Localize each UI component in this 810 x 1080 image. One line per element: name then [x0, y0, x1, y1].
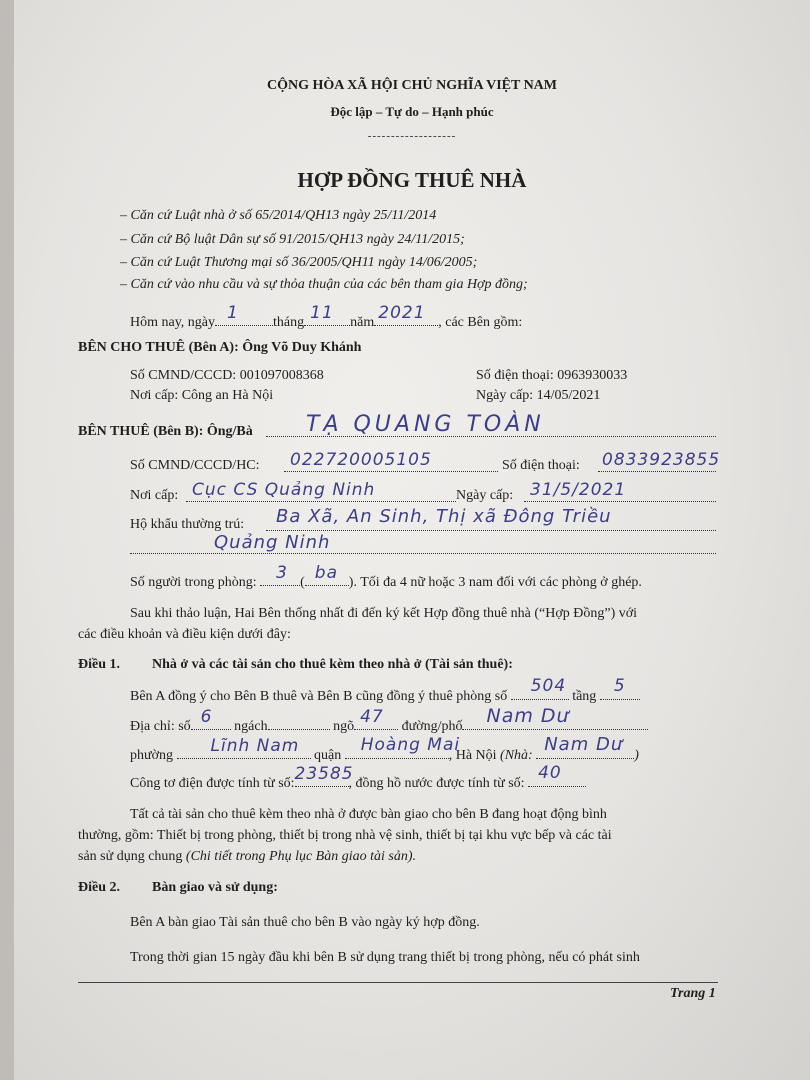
district-field: [345, 735, 461, 759]
alley-label: ngách: [234, 719, 268, 734]
party-b-residence-line-2: [130, 553, 716, 554]
article-2-number: Điều 2.: [78, 880, 120, 895]
party-b-date-label: Ngày cấp:: [456, 488, 514, 503]
year-label: năm: [350, 315, 375, 330]
street-name: Nam Dư: [486, 705, 570, 727]
party-b-residence-value-1: Ba Xã, An Sinh, Thị xã Đông Triều: [276, 506, 612, 527]
party-b-issued-value: Cục CS Quảng Ninh: [192, 480, 376, 500]
footer-divider: [78, 982, 718, 983]
party-b-residence-line-1: [266, 530, 716, 531]
floor-number: 5: [613, 676, 626, 696]
party-b-issued-label: Nơi cấp:: [130, 488, 179, 503]
contract-page: [14, 0, 810, 1080]
alley-field: [268, 715, 330, 730]
party-a-heading: BÊN CHO THUÊ (Bên A): Ông Võ Duy Khánh: [78, 340, 362, 355]
address-label: Địa chỉ: số: [130, 719, 191, 734]
party-b-residence-label: Hộ khẩu thường trú:: [130, 517, 245, 532]
assets-line-2: thường, gồm: Thiết bị trong phòng, thiết bị trong nhà vệ sinh, thiết bị tại khu vực bếp và các tài: [78, 828, 612, 843]
room-field: [511, 676, 569, 700]
electric-meter-field: [294, 764, 354, 787]
month-value: 11: [310, 303, 334, 323]
house-number: 6: [200, 707, 213, 727]
party-a-issued-place: Nơi cấp: Công an Hà Nội: [130, 388, 274, 403]
occupants-words-field: [305, 563, 349, 586]
page-number: Trang 1: [670, 986, 716, 1001]
electric-meter-label: Công tơ điện được tính từ số:: [130, 776, 295, 791]
month-label: tháng: [273, 315, 305, 330]
room-agreement-line: [130, 676, 640, 705]
article-2-paragraph-2: Trong thời gian 15 ngày đầu khi bên B sử dụng trang thiết bị trong phòng, nếu có phát sinh: [130, 950, 640, 965]
party-b-issued-line: [186, 501, 456, 502]
article-1-number: Điều 1.: [78, 657, 120, 672]
water-meter-value: 40: [538, 763, 562, 783]
month-field: [304, 303, 350, 326]
assets-appendix-note: (Chi tiết trong Phụ lục Bàn giao tài sản).: [185, 849, 416, 864]
legal-basis-item: – Căn cứ vào nhu cầu và sự thỏa thuận của các bên tham gia Hợp đồng;: [120, 277, 528, 292]
day-value: 1: [227, 303, 239, 323]
floor-field: [600, 676, 640, 700]
ward-field: [177, 736, 311, 759]
date-suffix: , các Bên gồm:: [438, 315, 523, 330]
party-b-heading: BÊN THUÊ (Bên B): Ông/Bà: [78, 424, 253, 439]
water-meter-label: , đồng hồ nước được tính từ số:: [348, 776, 525, 791]
motto-divider: -------------------: [367, 130, 457, 142]
electric-meter-value: 23585: [294, 764, 354, 784]
ward-label: phường: [130, 748, 173, 763]
agree-text: Bên A đồng ý cho Bên B thuê và Bên B cũng đồng ý thuê phòng số: [130, 689, 508, 704]
district-name: Hoàng Mai: [360, 735, 461, 755]
article-2-paragraph-1: Bên A bàn giao Tài sản thuê cho bên B vào ngày ký hợp đồng.: [130, 915, 480, 930]
occupants-count-field: [260, 563, 300, 586]
article-1-title: Nhà ở và các tài sản cho thuê kèm theo nhà ở (Tài sản thuê):: [152, 657, 513, 672]
occupants-count: 3: [276, 563, 288, 583]
house-label: (Nhà:: [500, 748, 533, 763]
country-name: CỘNG HÒA XÃ HỘI CHỦ NGHĨA VIỆT NAM: [266, 78, 557, 93]
party-b-name: TẠ QUANG TOÀN: [306, 412, 545, 437]
intro-paragraph-line-1: Sau khi thảo luận, Hai Bên thống nhất đi đến ký kết Hợp đồng thuê nhà (“Hợp Đồng”) với: [130, 606, 638, 621]
year-value: 2021: [378, 303, 426, 323]
date-prefix: Hôm nay, ngày: [130, 315, 216, 330]
house-number-field: [191, 707, 231, 730]
occupants-label: Số người trong phòng:: [130, 575, 257, 590]
intro-paragraph-line-2: các điều khoản và điều kiện dưới đây:: [78, 627, 291, 642]
ward-district-line: [130, 734, 639, 764]
legal-basis-item: – Căn cứ Luật nhà ở số 65/2014/QH13 ngày 25/11/2014: [120, 208, 437, 223]
national-motto: Độc lập – Tự do – Hạnh phúc: [330, 104, 494, 119]
legal-basis-item: – Căn cứ Luật Thương mại số 36/2005/QH11 ngày 14/06/2005;: [120, 255, 478, 270]
party-a-id: Số CMND/CCCD: 001097008368: [130, 368, 324, 383]
assets-line-3-text: sản sử dụng chung: [78, 849, 186, 864]
address-line: [130, 705, 648, 735]
lane-number: 47: [360, 707, 384, 727]
contract-date-line: [130, 303, 523, 331]
floor-label: tầng: [572, 689, 597, 704]
street-label: đường/phố: [401, 719, 463, 734]
lane-field: [354, 707, 398, 730]
party-a-phone: Số điện thoại: 0963930033: [476, 368, 628, 383]
party-b-residence-value-2: Quảng Ninh: [214, 532, 331, 553]
ward-name: Lĩnh Nam: [210, 736, 300, 756]
street-field: [462, 705, 648, 730]
party-b-id-line: [284, 471, 498, 472]
party-b-phone-line: [598, 471, 716, 472]
party-b-phone-value: 0833923855: [602, 450, 721, 470]
district-label: quận: [314, 748, 342, 763]
legal-basis-item: – Căn cứ Bộ luật Dân sự số 91/2015/QH13 ngày 24/11/2015;: [120, 232, 465, 247]
assets-line-3: [78, 849, 416, 865]
year-field: [374, 303, 438, 326]
occupants-note: ). Tối đa 4 nữ hoặc 3 nam đối với các phòng ở ghép.: [348, 575, 642, 590]
party-b-id-label: Số CMND/CCCD/HC:: [130, 458, 260, 473]
house-name: Nam Dư: [544, 734, 624, 755]
article-2-title: Bàn giao và sử dụng:: [152, 880, 278, 895]
water-meter-field: [528, 763, 586, 787]
day-field: [215, 303, 273, 326]
room-number: 504: [530, 676, 567, 696]
lane-label: ngõ: [333, 719, 355, 734]
house-name-field: [536, 734, 634, 759]
house-close: ): [634, 748, 639, 763]
party-b-phone-label: Số điện thoại:: [502, 458, 580, 473]
party-b-date-line: [524, 501, 716, 502]
party-b-date-value: 31/5/2021: [530, 480, 627, 500]
document-title: HỢP ĐỒNG THUÊ NHÀ: [297, 168, 527, 192]
assets-line-1: Tất cả tài sản cho thuê kèm theo nhà ở được bàn giao cho bên B đang hoạt động bình: [130, 807, 607, 822]
party-a-issued-date: Ngày cấp: 14/05/2021: [476, 388, 601, 403]
party-b-occupants-line: Số người trong phòng: 3 ( ba ). Tối đa 4 nữ hoặc 3 nam đối với các phòng ở ghép.: [130, 563, 642, 590]
meter-line: [130, 763, 586, 792]
city-text: , Hà Nội: [448, 748, 497, 763]
party-b-id-value: 022720005105: [290, 450, 432, 470]
occupants-words: ba: [314, 563, 338, 583]
